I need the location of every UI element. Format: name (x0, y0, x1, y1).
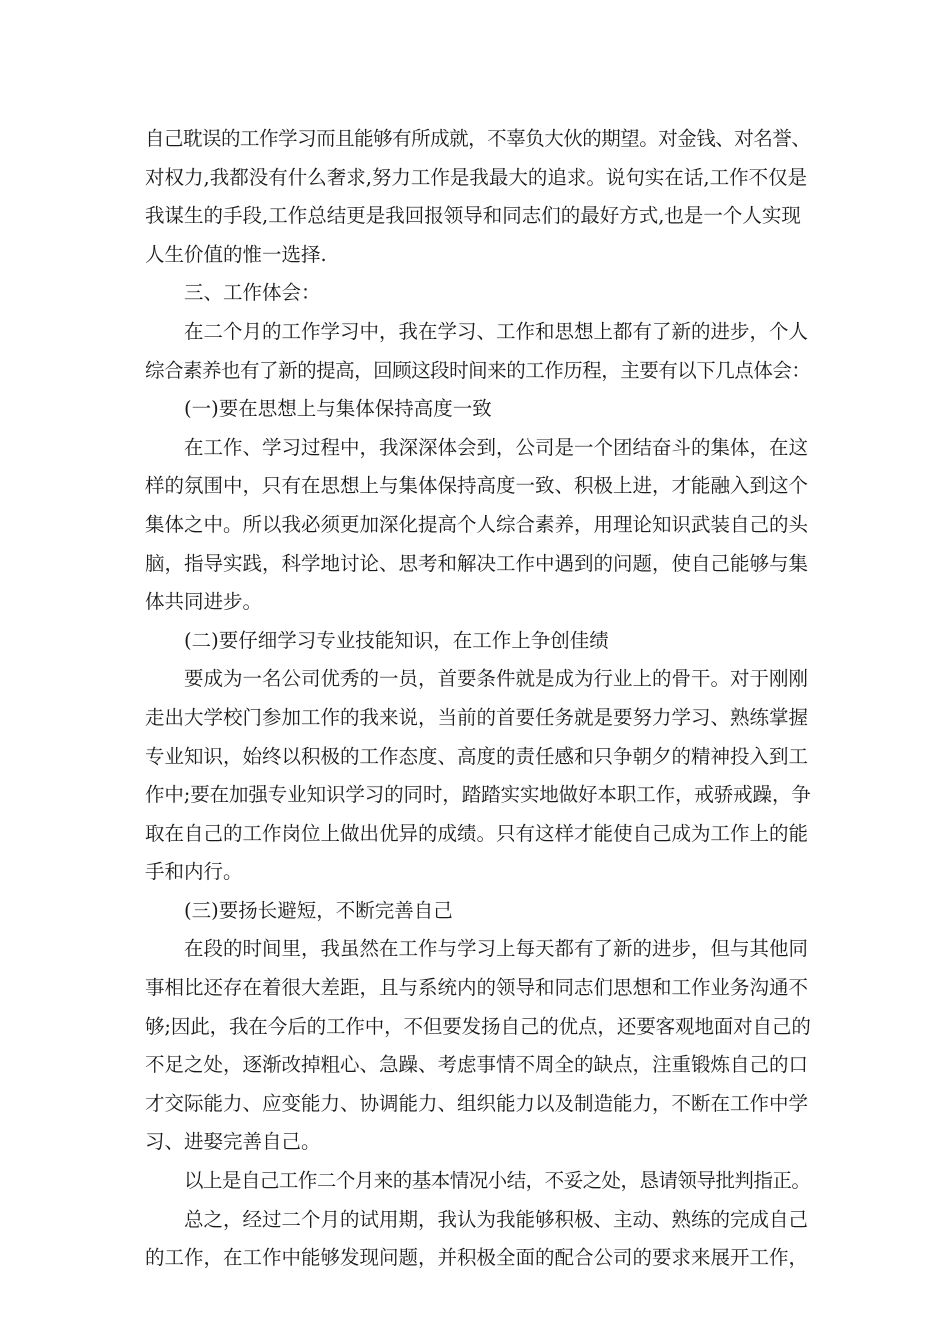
text-line: 才交际能力、应变能力、协调能力、组织能力以及制造能力，不断在工作中学 (145, 1091, 809, 1115)
text-line: 集体之中。所以我必须更加深化提高个人综合素养，用理论知识武装自己的头 (145, 512, 809, 536)
text-line: 综合素养也有了新的提高，回顾这段时间来的工作历程，主要有以下几点体会： (145, 358, 811, 382)
text-line: 总之，经过二个月的试用期，我认为我能够积极、主动、熟练的完成自己 (184, 1207, 809, 1231)
text-line: 事相比还存在着很大差距，且与系统内的领导和同志们思想和工作业务沟通不 (145, 976, 809, 1000)
text-line: 手和内行。 (145, 860, 243, 884)
text-line: 要成为一名公司优秀的一员，首要条件就是成为行业上的骨干。对于刚刚 (184, 667, 809, 691)
text-line: 我谋生的手段,工作总结更是我回报领导和同志们的最好方式,也是一个人实现 (145, 204, 801, 228)
text-line: 在二个月的工作学习中，我在学习、工作和思想上都有了新的进步，个人 (184, 319, 809, 343)
text-line: 作中;要在加强专业知识学习的同时，踏踏实实地做好本职工作，戒骄戒躁，争 (145, 783, 811, 807)
text-line: (三)要扬长避短，不断完善自己 (184, 898, 453, 922)
text-line: 取在自己的工作岗位上做出优异的成绩。只有这样才能使自己成为工作上的能 (145, 821, 809, 845)
text-line: 够;因此，我在今后的工作中，不但要发扬自己的优点，还要客观地面对自己的 (145, 1014, 811, 1038)
text-line: 在段的时间里，我虽然在工作与学习上每天都有了新的进步，但与其他同 (184, 937, 809, 961)
text-line: (一)要在思想上与集体保持高度一致 (184, 397, 492, 421)
text-line: 脑，指导实践，科学地讨论、思考和解决工作中遇到的问题，使自己能够与集 (145, 551, 809, 575)
text-line: 以上是自己工作二个月来的基本情况小结，不妥之处，恳请领导批判指正。 (184, 1169, 811, 1193)
text-line: 体共同进步。 (145, 590, 263, 614)
text-line: 在工作、学习过程中，我深深体会到，公司是一个团结奋斗的集体，在这 (184, 435, 809, 459)
text-line: 习、进娶完善自己。 (145, 1130, 321, 1154)
text-line: (二)要仔细学习专业技能知识，在工作上争创佳绩 (184, 628, 609, 652)
text-line: 的工作，在工作中能够发现问题，并积极全面的配合公司的要求来展开工作， (145, 1246, 809, 1270)
text-line: 人生价值的惟一选择. (145, 242, 327, 266)
text-line: 三、工作体会： (184, 281, 321, 305)
text-line: 自己耽误的工作学习而且能够有所成就，不辜负大伙的期望。对金钱、对名誉、 (145, 127, 811, 150)
text-line: 对权力,我都没有什么奢求,努力工作是我最大的追求。说句实在话,工作不仅是 (145, 165, 808, 189)
text-line: 样的氛围中，只有在思想上与集体保持高度一致、积极上进，才能融入到这个 (145, 474, 809, 498)
document-body (145, 120, 811, 1278)
text-line: 走出大学校门参加工作的我来说，当前的首要任务就是要努力学习、熟练掌握 (145, 705, 809, 729)
text-line: 专业知识，始终以积极的工作态度、高度的责任感和只争朝夕的精神投入到工 (145, 744, 809, 768)
text-line: 不足之处，逐渐改掉粗心、急躁、考虑事情不周全的缺点，注重锻炼自己的口 (145, 1053, 809, 1077)
